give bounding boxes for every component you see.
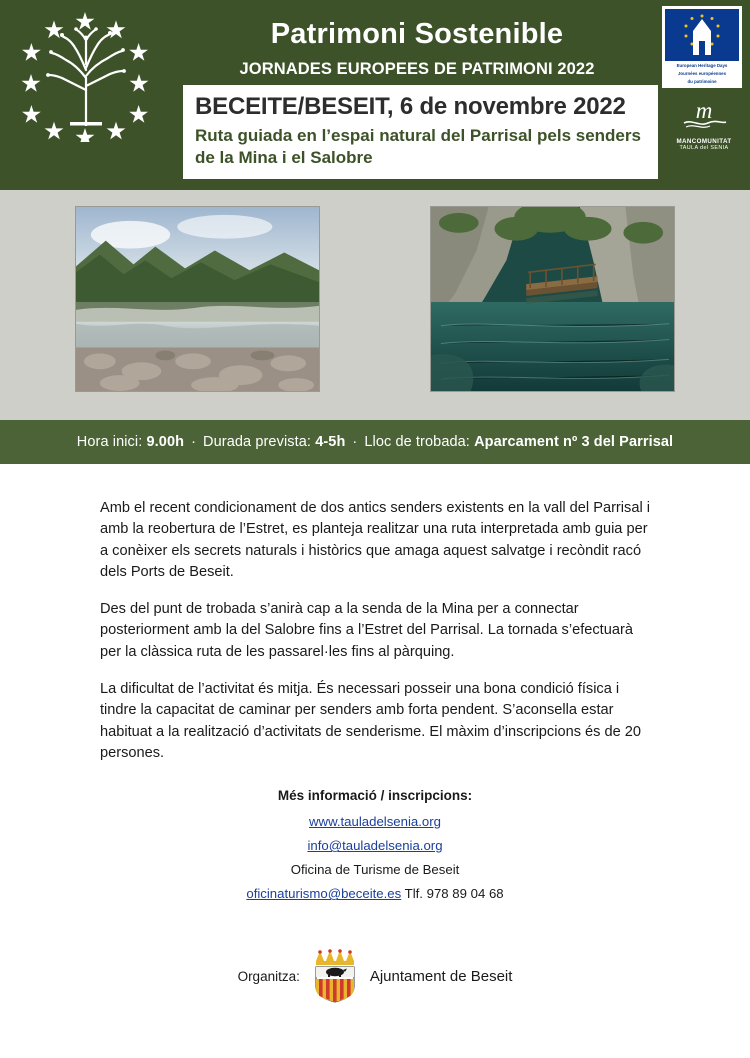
contact-title: Més informació / inscripcions: <box>277 788 473 804</box>
ehd-monument-icon <box>665 9 739 61</box>
photo-gorge-walkway-image <box>431 207 674 391</box>
photo-gorge-walkway <box>430 206 675 392</box>
poster-footer <box>0 949 750 1003</box>
poster-header <box>0 0 750 190</box>
event-description: Ruta guiada en l’espai natural del Parrisal pels senders de la Mina i el Salobre <box>195 126 641 167</box>
european-heritage-days-logo <box>662 6 742 88</box>
duration-value: 4-5h <box>315 434 346 450</box>
body-paragraph-1: Amb el recent condicionament de dos antics senders existents en la vall del Parrisal i amb la reobertura de l’Estret, es planteja realitzar una ruta interpretada amb guia per a conèixer els secrets naturals i històrics que amaga aquest salvatge i recòndit racó dels Ports de Beseit. <box>100 500 650 580</box>
mancomunitat-name: MANCOMUNITAT <box>676 138 732 145</box>
page-subtitle: JORNADES EUROPEES DE PATRIMONI 2022 <box>239 60 595 78</box>
mancomunitat-monogram-icon <box>676 96 732 130</box>
office-contact-row <box>100 886 650 901</box>
european-union-tree-emblem <box>0 0 170 190</box>
meeting-place-value: Aparcament nº 3 del Parrisal <box>474 434 674 450</box>
header-logos <box>658 0 750 190</box>
ehd-caption-line1: European Heritage Days <box>676 63 728 68</box>
duration-label: Durada prevista: <box>203 434 312 450</box>
start-time-label: Hora inici: <box>76 434 143 450</box>
beseit-coat-of-arms-icon <box>310 949 360 1003</box>
ehd-emblem-icon <box>665 9 739 61</box>
photo-river-waterfall-image <box>76 207 319 391</box>
body-paragraph-3: La dificultat de l’activitat és mitja. És necessari posseir una bona condició física i tindre la capacitat de caminar per senders amb forta pendent. S’aconsella estar habituat a la realització d’activitats de senderisme. El màxim d’inscripcions és de 20 persones. <box>100 681 642 761</box>
page-title: Patrimoni Sostenible <box>270 18 564 50</box>
phone-number: Tlf. 978 89 04 68 <box>404 886 504 902</box>
ehd-caption-line2: Journées européennes <box>677 70 727 76</box>
ehd-caption-line3: du patrimoine <box>687 78 717 84</box>
meeting-place-label: Lloc de trobada: <box>364 434 470 450</box>
event-place-date: BECEITE/BESEIT, 6 de novembre 2022 <box>195 93 626 120</box>
mancomunitat-logo <box>658 96 750 151</box>
website-link[interactable]: www.tauladelsenia.org <box>309 814 441 830</box>
photo-band <box>0 190 750 420</box>
event-info-strip <box>0 420 750 464</box>
event-band <box>183 85 658 179</box>
body-paragraph-2: Des del punt de trobada s’anirà cap a la senda de la Mina per a connectar posteriorment amb la del Salobre fins a l’Estret del Parrisal. La tornada s’efectuarà per la clàssica ruta de les passarel·les fins al pàrquing. <box>100 601 633 660</box>
tourism-office-label: Oficina de Turisme de Beseit <box>290 862 460 878</box>
office-email-link[interactable]: oficinaturismo@beceite.es <box>246 886 402 902</box>
contact-block <box>100 788 650 901</box>
start-time-value: 9.00h <box>146 434 185 450</box>
poster-body <box>0 464 750 901</box>
strip-separator-1: · <box>191 434 197 450</box>
organizer-name: Ajuntament de Beseit <box>369 967 513 985</box>
strip-separator-2: · <box>352 434 358 450</box>
mancomunitat-sub: TAULA del SENIA <box>679 145 729 151</box>
svg-text:m: m <box>695 98 713 123</box>
photo-river-waterfall <box>75 206 320 392</box>
email-link[interactable]: info@tauladelsenia.org <box>307 838 443 854</box>
organizer-label: Organitza: <box>237 968 300 984</box>
tree-icon <box>44 26 128 126</box>
